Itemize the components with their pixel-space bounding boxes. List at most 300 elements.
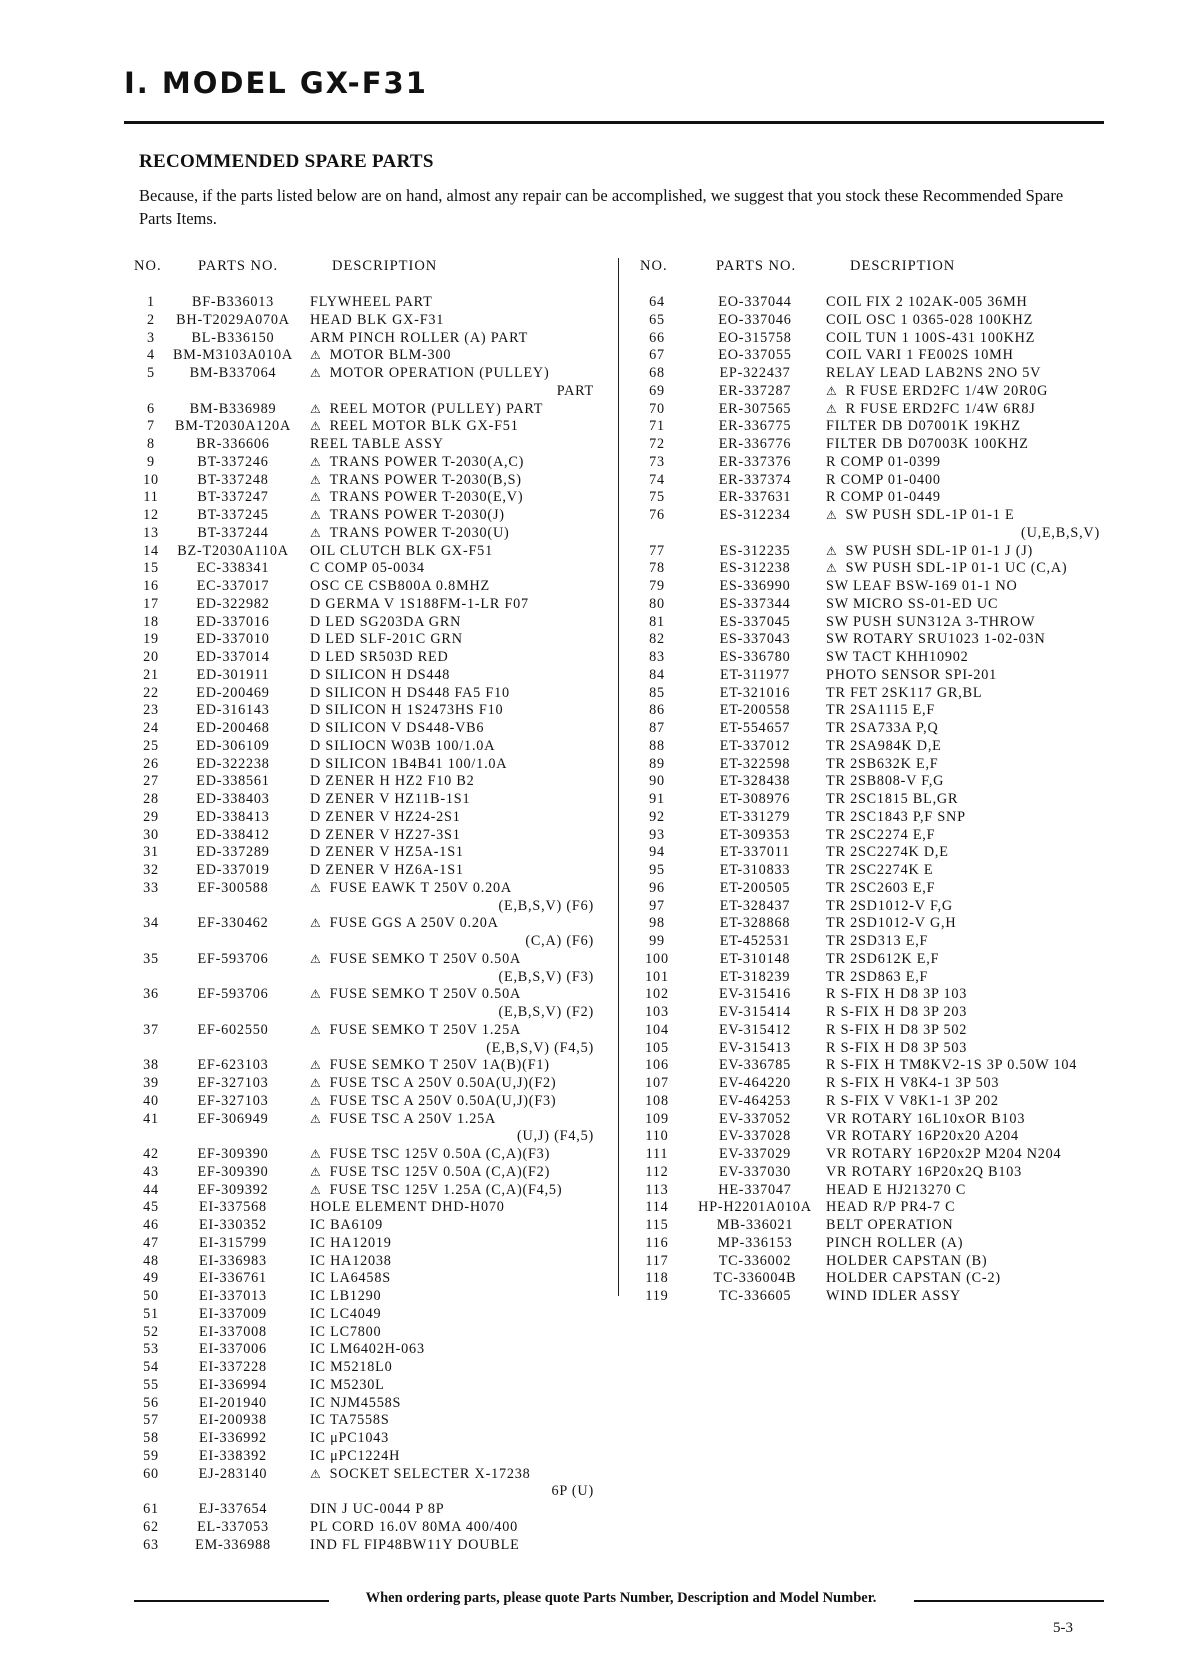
table-row [134,1022,594,1040]
part-description [310,294,433,312]
table-row [640,383,1100,401]
parts-number: TC-336004B [713,1270,797,1287]
parts-number: EI-338392 [199,1447,267,1464]
description-text: COIL OSC 1 0365-028 100KHZ [826,311,1034,328]
part-description [310,1199,505,1217]
description-text: IC HA12038 [310,1252,392,1269]
description-text: FUSE TSC 125V 0.50A (C,A)(F3) [329,1146,551,1162]
row-number: 39 [143,1075,159,1091]
parts-number: EV-464220 [718,1075,792,1091]
part-description [310,614,461,632]
table-row [640,294,1100,312]
description-text: HOLE ELEMENT DHD-H070 [310,1199,505,1216]
row-number: 119 [645,1288,669,1304]
table-row [134,791,594,809]
part-description [310,418,519,436]
row-number: 111 [645,1146,669,1162]
parts-number: ED-316143 [196,702,270,719]
row-number: 84 [649,666,665,683]
row-number: 91 [649,791,665,807]
description-text: TRANS POWER T-2030(U) [329,524,510,541]
table-row [640,756,1100,774]
row-number: 80 [649,595,665,612]
description-text: TR 2SB632K E,F [826,755,939,772]
description-text: TRANS POWER T-2030(E,V) [329,489,524,506]
warning-triangle-icon: ⚠ [310,419,322,434]
warning-triangle-icon: ⚠ [310,916,322,931]
table-row [134,436,594,454]
parts-number: EF-327103 [197,1092,269,1109]
description-text: FUSE TSC 125V 1.25A (C,A)(F4,5) [329,1181,563,1198]
row-number: 29 [143,808,159,825]
description-continuation [640,525,1100,543]
row-number: 96 [649,879,665,896]
description-text: ARM PINCH ROLLER (A) PART [310,329,529,346]
table-row [134,720,594,738]
table-row [134,1146,594,1164]
part-description [310,472,522,490]
table-row [640,969,1100,987]
description-continuation [134,969,594,987]
parts-number: EP-322437 [719,365,791,381]
header-no: NO. [640,258,668,274]
description-text: OIL CLUTCH BLK GX-F51 [310,542,493,559]
part-description [310,1306,381,1324]
row-number: 32 [143,862,159,878]
row-number: 31 [143,844,159,861]
description-text: FUSE TSC A 250V 0.50A(U,J)(F3) [329,1092,557,1109]
row-number: 13 [143,524,159,541]
parts-number: ES-336780 [719,649,791,665]
warning-triangle-icon: ⚠ [826,401,838,416]
parts-number: ED-301911 [196,666,270,683]
parts-number: EI-336992 [199,1430,267,1446]
part-description [826,383,1048,401]
warning-triangle-icon: ⚠ [826,508,838,522]
part-description [826,720,939,738]
part-description [826,685,982,703]
part-description [826,312,1033,330]
row-number: 105 [645,1039,669,1056]
parts-number: ED-337019 [196,862,270,878]
table-row [640,915,1100,933]
table-row [134,1324,594,1342]
part-description [310,702,503,720]
description-text: DIN J UC-0044 P 8P [310,1501,445,1517]
row-number: 8 [147,436,155,452]
description-text: R S-FIX H D8 3P 502 [826,1021,968,1038]
description-text: D ZENER V HZ24-2S1 [310,808,461,825]
parts-list-left [134,294,594,1554]
part-description [826,1199,955,1217]
parts-number: EF-300588 [197,879,269,896]
description-text: REEL TABLE ASSY [310,436,444,452]
part-description [826,1253,987,1271]
parts-number: ER-337376 [718,453,792,470]
row-number: 104 [645,1021,669,1038]
part-description [826,1217,953,1235]
part-description [310,1057,550,1075]
part-description [310,312,444,330]
part-description [310,525,510,543]
row-number: 30 [143,826,159,843]
part-description [310,1466,531,1484]
part-description [310,915,499,933]
part-description [310,507,505,525]
part-description [310,330,528,348]
part-description [310,649,449,667]
description-text: SW ROTARY SRU1023 1-02-03N [826,631,1046,648]
description-text: COIL TUN 1 100S-431 100KHZ [826,329,1036,346]
description-text: IC M5230L [310,1376,385,1393]
parts-number: BT-337246 [197,453,269,470]
warning-triangle-icon: ⚠ [310,1466,322,1481]
description-text: SW PUSH SDL-1P 01-1 J (J) [845,542,1034,559]
description-text: TR 2SC2274 E,F [826,826,936,843]
table-row [640,1164,1100,1182]
table-row [134,347,594,365]
row-number: 26 [143,755,159,772]
warning-triangle-icon: ⚠ [310,1147,322,1161]
parts-number: ET-200558 [719,702,791,719]
table-row [134,827,594,845]
parts-number: BR-336606 [196,436,270,452]
description-text: C COMP 05-0034 [310,560,425,577]
part-description [310,1217,383,1235]
table-row [640,1057,1100,1075]
row-number: 77 [649,542,665,559]
description-text: TR 2SD1012-V G,H [826,915,957,932]
parts-number: ED-200469 [196,684,270,701]
description-text: R FUSE ERD2FC 1/4W 6R8J [845,400,1036,417]
row-number: 46 [143,1217,159,1233]
table-row [640,543,1100,561]
part-description [826,791,958,809]
footer-text: When ordering parts, please quote Parts Number, Description and Model Number. [365,1590,877,1606]
parts-number: ES-337045 [719,613,791,630]
part-description [310,436,444,454]
row-number: 19 [143,631,159,648]
parts-number: MP-336153 [717,1234,793,1251]
description-text: TRANS POWER T-2030(B,S) [329,471,522,488]
description-text: TR 2SC1815 BL,GR [826,791,959,807]
part-description [310,1395,401,1413]
table-row [640,312,1100,330]
table-row [134,1199,594,1217]
row-number: 10 [143,471,159,488]
parts-number: ET-318239 [719,968,791,985]
parts-number: EV-337028 [718,1128,792,1145]
description-text: IC BA6109 [310,1217,384,1233]
part-description [310,1430,389,1448]
row-number: 6 [147,400,155,417]
parts-number: ET-554657 [719,720,791,736]
parts-number: ED-306109 [196,737,270,754]
table-row [640,791,1100,809]
table-row [640,986,1100,1004]
description-text: REEL MOTOR (PULLEY) PART [329,400,544,417]
row-number: 23 [143,702,159,719]
part-description [310,827,461,845]
row-number: 82 [649,631,665,648]
part-description [310,1448,400,1466]
table-row [134,596,594,614]
description-text: IC LC7800 [310,1323,382,1340]
parts-number: EV-464253 [718,1092,792,1109]
row-number: 83 [649,649,665,665]
part-description [310,560,425,578]
table-row [134,862,594,880]
parts-number: ET-337012 [719,737,791,754]
parts-number: EV-337030 [718,1163,792,1180]
description-text: FUSE EAWK T 250V 0.20A [329,879,512,896]
row-number: 42 [143,1146,159,1162]
table-row [134,489,594,507]
row-number: 24 [143,720,159,736]
table-header [134,258,594,280]
parts-number: BT-337248 [197,471,269,488]
row-number: 25 [143,737,159,754]
part-description [310,1253,392,1271]
description-text: SW MICRO SS-01-ED UC [826,595,999,612]
parts-number: ET-328438 [719,773,791,790]
parts-number: ER-337374 [718,471,792,488]
description-continuation [134,1128,594,1146]
row-number: 89 [649,755,665,772]
parts-number: ER-307565 [718,400,792,417]
row-number: 62 [143,1518,159,1535]
description-text: R S-FIX H TM8KV2-1S 3P 0.50W 104 [826,1057,1078,1074]
row-number: 38 [143,1057,159,1074]
table-row [134,330,594,348]
part-description [310,1146,550,1164]
header-description: DESCRIPTION [332,258,438,274]
part-description [826,436,1029,454]
description-text: R S-FIX H D8 3P 503 [826,1039,968,1056]
row-number: 108 [645,1092,669,1109]
description-text: D ZENER V HZ5A-1S1 [310,844,464,861]
continuation-text: PART [556,382,594,399]
table-row [134,365,594,383]
table-row [134,1164,594,1182]
table-row [640,489,1100,507]
intro-paragraph: Because, if the parts listed below are on hand, almost any repair can be accomplished, we suggest that you stock these Recommended Spare Parts Items. [139,186,1064,228]
description-continuation [134,1040,594,1058]
description-text: D ZENER V HZ11B-1S1 [310,791,471,807]
warning-triangle-icon: ⚠ [310,1111,322,1126]
part-description [826,738,942,756]
description-text: IC NJM4558S [310,1394,402,1411]
description-text: MOTOR OPERATION (PULLEY) [329,365,550,381]
row-number: 40 [143,1092,159,1109]
row-number: 101 [645,968,669,985]
part-description [310,489,523,507]
row-number: 60 [143,1465,159,1482]
warning-triangle-icon: ⚠ [310,987,322,1002]
row-number: 49 [143,1270,159,1287]
parts-number: BZ-T2030A110A [177,542,289,559]
table-row [640,418,1100,436]
parts-number: ET-310148 [719,950,791,967]
row-number: 70 [649,400,665,417]
part-description [310,685,510,703]
parts-number: ER-337287 [718,382,792,399]
table-row [134,614,594,632]
table-row [134,631,594,649]
description-text: TR 2SA1115 E,F [826,702,936,719]
parts-number: ES-312234 [719,507,791,523]
warning-triangle-icon: ⚠ [310,348,322,363]
part-description [826,862,933,880]
description-text: D SILICON V DS448-VB6 [310,720,485,736]
part-description [826,614,1035,632]
table-row [134,543,594,561]
part-description [310,862,464,880]
parts-number: EF-309392 [197,1181,269,1198]
part-description [826,1022,967,1040]
parts-number: ES-312238 [719,560,791,577]
table-row [640,1270,1100,1288]
row-number: 64 [649,294,665,310]
description-text: VR ROTARY 16P20x20 A204 [826,1128,1019,1145]
part-description [826,507,1015,525]
part-description [310,631,463,649]
row-number: 48 [143,1252,159,1269]
description-text: BELT OPERATION [826,1217,954,1233]
parts-number: EF-309390 [197,1146,269,1162]
part-description [826,898,953,916]
parts-number: TC-336605 [718,1288,792,1304]
table-row [134,1270,594,1288]
part-description [310,1341,425,1359]
warning-triangle-icon: ⚠ [310,1182,322,1197]
row-number: 87 [649,720,665,736]
row-number: 57 [143,1412,159,1429]
row-number: 78 [649,560,665,577]
part-description [826,649,969,667]
row-number: 37 [143,1021,159,1038]
table-row [640,844,1100,862]
table-row [640,1128,1100,1146]
row-number: 106 [645,1057,669,1074]
parts-number: ET-328437 [719,897,791,914]
row-number: 109 [645,1110,669,1127]
row-number: 81 [649,613,665,630]
parts-number: BT-337247 [197,489,269,506]
row-number: 16 [143,578,159,594]
row-number: 68 [649,365,665,381]
part-description [826,1004,967,1022]
description-text: TR 2SB808-V F,G [826,773,945,790]
row-number: 56 [143,1394,159,1411]
header-parts-no: PARTS NO. [716,258,797,274]
row-number: 110 [645,1128,669,1145]
description-text: D GERMA V 1S188FM-1-LR F07 [310,595,529,612]
description-text: D LED SR503D RED [310,649,449,665]
warning-triangle-icon: ⚠ [310,525,322,540]
part-description [826,933,928,951]
row-number: 99 [649,933,665,949]
description-text: COIL FIX 2 102AK-005 36MH [826,294,1028,310]
page-number: 5-3 [1053,1620,1073,1636]
table-row [640,631,1100,649]
parts-number: ED-338412 [196,826,270,843]
parts-number: EV-315412 [718,1021,792,1038]
description-text: R S-FIX H V8K4-1 3P 503 [826,1075,1000,1091]
header-parts-no: PARTS NO. [198,258,279,274]
table-row [134,880,594,898]
part-description [826,1146,1061,1164]
part-description [310,1377,385,1395]
description-text: IC μPC1224H [310,1447,401,1464]
table-row [640,862,1100,880]
table-row [640,507,1100,525]
continuation-text: (U,J) (F4,5) [517,1128,594,1145]
description-text: D LED SG203DA GRN [310,613,462,630]
parts-number: BH-T2029A070A [176,311,290,328]
parts-number: EL-337053 [197,1518,269,1535]
table-row [640,1111,1100,1129]
part-description [826,401,1036,419]
page-title: I. MODEL GX-F31 [124,66,428,100]
table-row [640,1022,1100,1040]
part-description [826,1235,963,1253]
row-number: 27 [143,773,159,790]
table-row [640,720,1100,738]
part-description [310,1182,562,1200]
row-number: 66 [649,329,665,346]
description-text: R FUSE ERD2FC 1/4W 20R0G [845,382,1049,399]
part-description [310,1359,392,1377]
warning-triangle-icon: ⚠ [310,1164,322,1179]
description-text: OSC CE CSB800A 0.8MHZ [310,578,490,594]
parts-number: ED-338561 [196,773,270,790]
description-text: PHOTO SENSOR SPI-201 [826,666,998,683]
row-number: 41 [143,1110,159,1127]
row-number: 47 [143,1234,159,1251]
part-description [826,1093,999,1111]
row-number: 12 [143,507,159,523]
description-text: TRANS POWER T-2030(J) [329,507,505,523]
parts-number: EI-337228 [199,1359,267,1375]
parts-number: EF-330462 [197,915,269,932]
row-number: 3 [147,329,155,346]
description-text: VR ROTARY 16L10xOR B103 [826,1110,1026,1127]
warning-triangle-icon: ⚠ [310,472,322,487]
table-row [640,880,1100,898]
parts-number: EF-309390 [197,1163,269,1180]
row-number: 73 [649,453,665,470]
parts-number: EC-338341 [196,560,270,577]
table-row [134,525,594,543]
table-row [134,951,594,969]
part-description [826,596,998,614]
part-description [310,1270,391,1288]
row-number: 18 [143,613,159,630]
header-description: DESCRIPTION [850,258,956,274]
description-text: IND FL FIP48BW11Y DOUBLE [310,1536,520,1553]
table-row [134,1217,594,1235]
parts-number: ED-338403 [196,791,270,807]
table-header [640,258,1100,280]
row-number: 1 [147,294,155,310]
warning-triangle-icon: ⚠ [310,401,322,416]
parts-number: EI-336994 [199,1376,267,1393]
row-number: 43 [143,1163,159,1180]
description-text: TR 2SD1012-V F,G [826,897,953,914]
row-number: 61 [143,1501,159,1517]
part-description [310,1501,444,1519]
